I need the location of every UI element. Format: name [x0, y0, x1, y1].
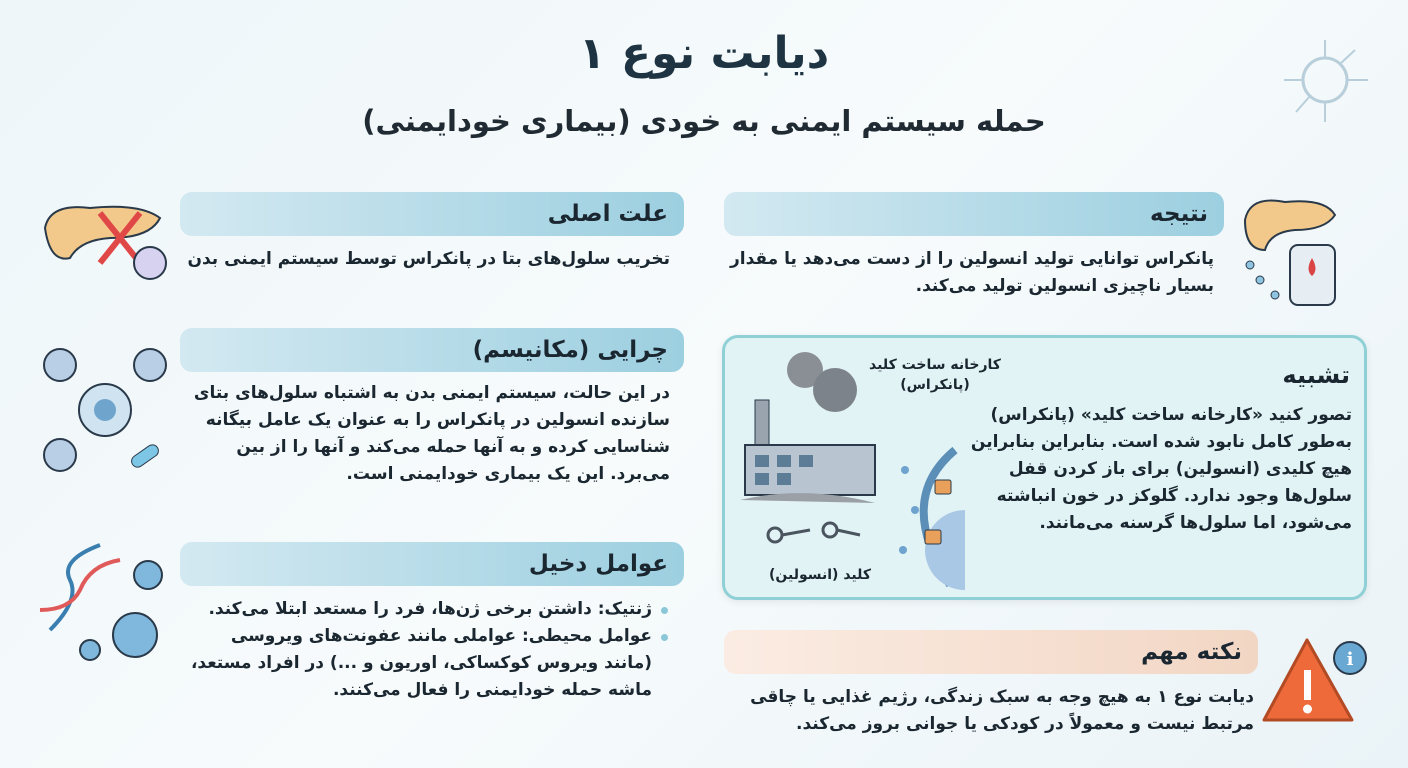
pancreas-destroyed-icon: [30, 188, 170, 288]
page-subtitle: حمله سیستم ایمنی به خودی (بیماری خودایمنی): [362, 104, 1046, 138]
cause-text: تخریب سلول‌های بتا در پانکراس توسط سیستم ایمنی بدن: [187, 249, 670, 269]
key-label: کلید (انسولین): [769, 567, 871, 583]
pancreas-glucose-meter-icon: [1235, 190, 1345, 310]
result-heading: نتیجه: [724, 192, 1224, 236]
analogy-heading: تشبیه: [1282, 361, 1350, 389]
factor-environmental: عوامل محیطی: عواملی مانند عفونت‌های ویروسی (مانند ویروس کوکساکی، اوریون و ...) در افراد مستعد، ماشه حمله خودایمنی را فعال می‌کنند.: [180, 623, 670, 704]
dna-virus-icon: [30, 540, 180, 670]
important-heading: نکته مهم: [724, 630, 1258, 674]
immune-attack-icon: [30, 340, 180, 480]
page-title: دیابت نوع ۱: [578, 28, 830, 79]
virus-icon: [1270, 30, 1390, 130]
important-text: دیابت نوع ۱ به هیچ وجه به سبک زندگی، رژیم غذایی یا چاقی مرتبط نیست و معمولاً در کودکی یا جوانی بروز می‌کند.: [750, 687, 1254, 734]
mechanism-text: در این حالت، سیستم ایمنی بدن به اشتباه سلول‌های بتای سازنده انسولین در پانکراس را به عنوان یک عامل بیگانه شناسایی کرده و به آنها حمله می‌کند و آنها را از بین می‌برد. این یک بیماری خودایمنی است.: [193, 383, 670, 484]
mechanism-heading: چرایی (مکانیسم): [180, 328, 684, 372]
cause-heading: علت اصلی: [180, 192, 684, 236]
analogy-text: تصور کنید «کارخانه ساخت کلید» (پانکراس) به‌طور کامل نابود شده است. بنابراین بنابراین هیچ کلیدی (انسولین) برای باز کردن قفل سلول‌ها وجود ندارد. گلوکز در خون انباشته می‌شود، اما سلول‌ها گرسنه می‌مانند.: [970, 405, 1352, 533]
factors-list: [180, 596, 670, 704]
factor-genetic: ژنتیک: داشتن برخی ژن‌ها، فرد را مستعد ابتلا می‌کند.: [180, 596, 670, 623]
warning-info-icon: [1262, 632, 1367, 731]
factory-label: کارخانه ساخت کلید (پانکراس): [869, 357, 1001, 393]
factors-heading: عوامل دخیل: [180, 542, 684, 586]
cell-lock-illustration: [895, 440, 965, 594]
svg-text:i: i: [1346, 649, 1354, 670]
result-text: پانکراس توانایی تولید انسولین را از دست می‌دهد یا مقدار بسیار ناچیزی انسولین تولید می‌کند.: [729, 249, 1214, 296]
